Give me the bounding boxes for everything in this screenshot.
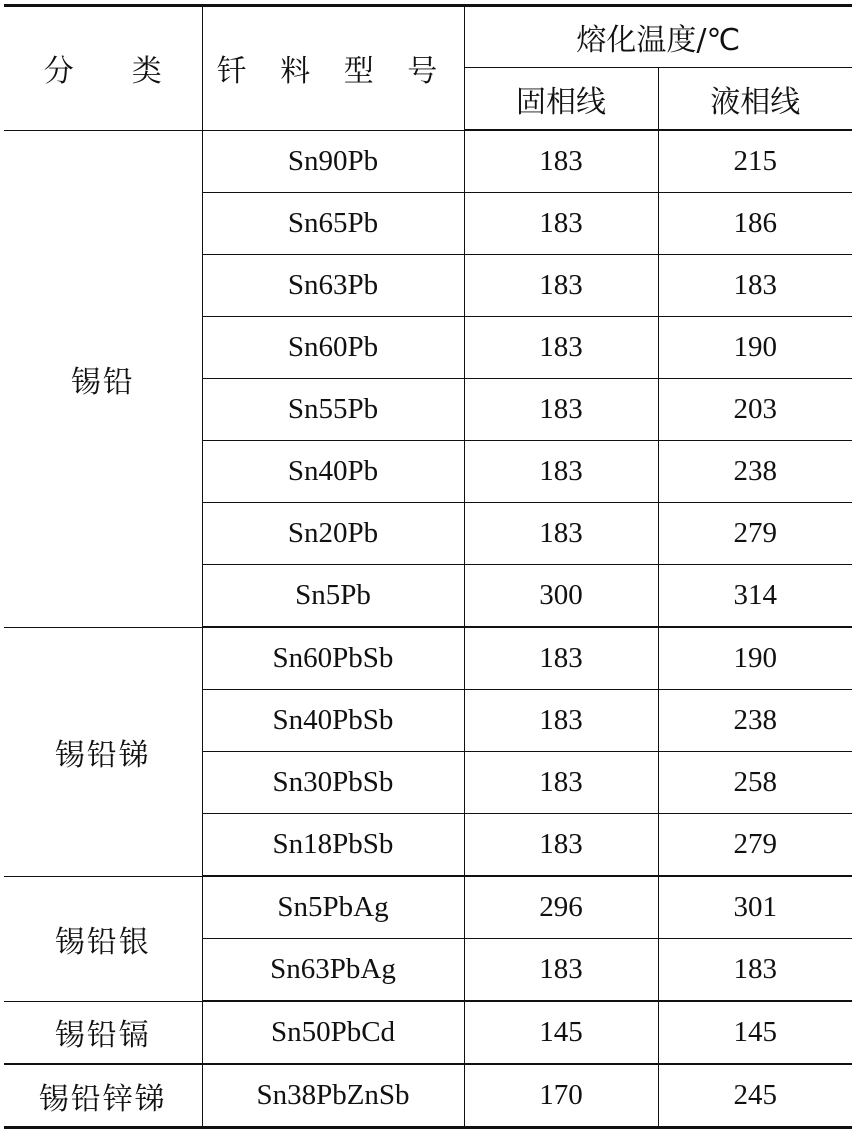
model-cell: Sn38PbZnSb (202, 1064, 464, 1128)
model-cell: Sn5PbAg (202, 876, 464, 939)
solidus-cell: 300 (464, 565, 658, 628)
liquidus-cell: 238 (658, 441, 852, 503)
category-cell: 锡铅锑 (4, 627, 202, 876)
model-cell: Sn40PbSb (202, 690, 464, 752)
category-header (4, 6, 202, 131)
solidus-cell: 183 (464, 379, 658, 441)
liquidus-cell: 301 (658, 876, 852, 939)
liquidus-header: 液相线 (658, 68, 852, 131)
model-cell: Sn40Pb (202, 441, 464, 503)
liquidus-cell: 314 (658, 565, 852, 628)
group-tin-lead-antimony (4, 627, 852, 876)
model-cell: Sn5Pb (202, 565, 464, 628)
category-cell: 锡铅锌锑 (4, 1064, 202, 1128)
category-cell: 锡铅镉 (4, 1001, 202, 1064)
model-cell: Sn63PbAg (202, 939, 464, 1002)
liquidus-cell: 190 (658, 627, 852, 690)
liquidus-cell: 183 (658, 255, 852, 317)
solidus-cell: 183 (464, 255, 658, 317)
solidus-cell: 183 (464, 317, 658, 379)
solder-melting-temperature-table (4, 4, 852, 1129)
liquidus-cell: 183 (658, 939, 852, 1002)
model-cell: Sn30PbSb (202, 752, 464, 814)
liquidus-cell: 245 (658, 1064, 852, 1128)
liquidus-cell: 145 (658, 1001, 852, 1064)
solidus-cell: 183 (464, 193, 658, 255)
solidus-cell: 183 (464, 690, 658, 752)
solidus-header: 固相线 (464, 68, 658, 131)
table-row (4, 130, 852, 193)
solidus-cell: 183 (464, 627, 658, 690)
liquidus-cell: 186 (658, 193, 852, 255)
group-tin-lead-silver (4, 876, 852, 1001)
liquidus-cell: 190 (658, 317, 852, 379)
model-cell: Sn65Pb (202, 193, 464, 255)
model-cell: Sn60Pb (202, 317, 464, 379)
group-tin-lead (4, 130, 852, 627)
liquidus-cell: 238 (658, 690, 852, 752)
solidus-cell: 183 (464, 752, 658, 814)
model-cell: Sn90Pb (202, 130, 464, 193)
liquidus-cell: 279 (658, 503, 852, 565)
group-tin-lead-cadmium (4, 1001, 852, 1064)
liquidus-cell: 215 (658, 130, 852, 193)
category-header-char-2: 类 (131, 54, 162, 90)
table-row (4, 1001, 852, 1064)
category-header-char-1: 分 (43, 54, 74, 90)
table-header (4, 6, 852, 131)
model-cell: Sn55Pb (202, 379, 464, 441)
solidus-cell: 183 (464, 441, 658, 503)
model-cell: Sn18PbSb (202, 814, 464, 877)
table-row (4, 876, 852, 939)
model-cell: Sn60PbSb (202, 627, 464, 690)
category-cell: 锡铅 (4, 130, 202, 627)
category-cell: 锡铅银 (4, 876, 202, 1001)
solidus-cell: 145 (464, 1001, 658, 1064)
solidus-cell: 183 (464, 503, 658, 565)
solidus-cell: 183 (464, 130, 658, 193)
model-cell: Sn20Pb (202, 503, 464, 565)
header-row-1 (4, 6, 852, 68)
liquidus-cell: 258 (658, 752, 852, 814)
liquidus-cell: 279 (658, 814, 852, 877)
solidus-cell: 170 (464, 1064, 658, 1128)
solidus-cell: 296 (464, 876, 658, 939)
table-row (4, 627, 852, 690)
group-tin-lead-zinc-antimony (4, 1064, 852, 1128)
solidus-cell: 183 (464, 814, 658, 877)
model-cell: Sn50PbCd (202, 1001, 464, 1064)
model-cell: Sn63Pb (202, 255, 464, 317)
solidus-cell: 183 (464, 939, 658, 1002)
liquidus-cell: 203 (658, 379, 852, 441)
melting-temp-header: 熔化温度/℃ (464, 6, 852, 68)
model-header: 钎 料 型 号 (202, 6, 464, 131)
table-row (4, 1064, 852, 1128)
